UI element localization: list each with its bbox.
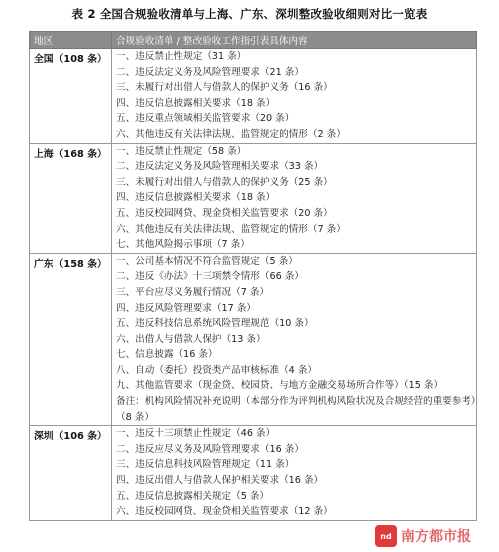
list-item: 备注：机构风险情况补充说明（本部分作为评判机构风险状况及合规经营的重要参考）（8 条） xyxy=(116,396,476,423)
list-item: 三、未履行对出借人与借款人的保护义务（16 条） xyxy=(116,82,333,94)
list-item: 六、违反校园网贷、现金贷相关监管要求（12 条） xyxy=(116,506,333,518)
newspaper-logo-icon: nd xyxy=(375,525,397,547)
region-items xyxy=(112,143,477,253)
list-item: 四、违反信息披露相关要求（18 条） xyxy=(116,97,276,109)
list-item: 六、出借人与借款人保护（13 条） xyxy=(116,333,266,345)
table-row xyxy=(30,49,477,144)
list-item: 二、违反《办法》十三项禁令情形（66 条） xyxy=(116,271,304,283)
region-items xyxy=(112,49,477,144)
list-item: 九、其他监管要求（现金贷、校园贷、与地方金融交易场所合作等）（15 条） xyxy=(116,380,444,392)
list-item: 四、违反信息披露相关要求（18 条） xyxy=(116,192,276,204)
region-items xyxy=(112,426,477,521)
list-item: 八、自动（委托）投资类产品审核标准（4 条） xyxy=(116,364,318,376)
region-name: 全国（108 条） xyxy=(30,49,112,144)
list-item: 六、其他违反有关法律法规、监管规定的情形（2 条） xyxy=(116,128,346,140)
table-body xyxy=(30,49,477,521)
list-item: 一、公司基本情况不符合监管规定（5 条） xyxy=(116,255,298,267)
list-item: 四、违反风险管理要求（17 条） xyxy=(116,302,256,314)
list-item: 七、信息披露（16 条） xyxy=(116,349,218,361)
list-item: 二、违反法定义务及风险管理要求（21 条） xyxy=(116,66,304,78)
table-row xyxy=(30,253,477,426)
list-item: 三、违反信息科技风险管理规定（11 条） xyxy=(116,459,295,471)
watermark-text: 南方都市报 xyxy=(401,529,471,545)
table-row xyxy=(30,426,477,521)
list-item: 一、违反十三项禁止性规定（46 条） xyxy=(116,428,276,440)
list-item: 五、违反校园网贷、现金贷相关监管要求（20 条） xyxy=(116,207,333,219)
header-region: 地区 xyxy=(30,32,112,49)
list-item: 四、违反出借人与借款人保护相关要求（16 条） xyxy=(116,475,324,487)
list-item: 二、违反应尽义务及风险管理要求（16 条） xyxy=(116,443,304,455)
list-item: 五、违反科技信息系统风险管理规范（10 条） xyxy=(116,318,314,330)
list-item: 五、违反信息披露相关规定（5 条） xyxy=(116,490,270,502)
list-item: 三、平台应尽义务履行情况（7 条） xyxy=(116,286,270,298)
region-items xyxy=(112,253,477,426)
list-item: 一、违反禁止性规定（31 条） xyxy=(116,51,247,62)
list-item: 五、违反重点领域相关监管要求（20 条） xyxy=(116,113,295,125)
list-item: 六、其他违反有关法律法规、监管规定的情形（7 条） xyxy=(116,223,346,235)
table-header-row xyxy=(30,32,477,49)
list-item: 二、违反法定义务及风险管理相关要求（33 条） xyxy=(116,161,324,173)
table-title: 表 2 全国合规验收清单与上海、广东、深圳整改验收细则对比一览表 xyxy=(71,7,428,21)
region-name: 广东（158 条） xyxy=(30,253,112,426)
list-item: 一、违反禁止性规定（58 条） xyxy=(116,145,247,157)
region-name: 深圳（106 条） xyxy=(30,426,112,521)
list-item: 七、其他风险揭示事项（7 条） xyxy=(116,239,250,251)
table-row xyxy=(30,143,477,253)
list-item: 三、未履行对出借人与借款人的保护义务（25 条） xyxy=(116,176,333,188)
region-name: 上海（168 条） xyxy=(30,143,112,253)
comparison-table xyxy=(29,31,477,521)
watermark xyxy=(375,524,471,548)
header-content: 合规验收清单 / 整改验收工作指引表具体内容 xyxy=(112,32,477,49)
